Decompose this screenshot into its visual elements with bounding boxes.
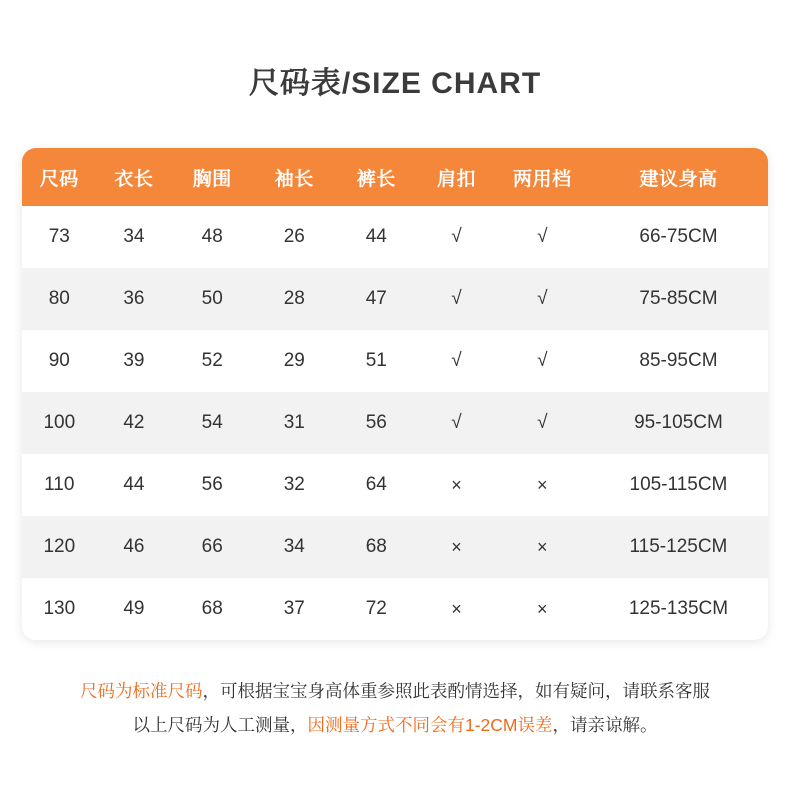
cell-clothing-length: 39 xyxy=(97,330,172,392)
cell-pants-length: 44 xyxy=(335,206,417,268)
cell-chest: 56 xyxy=(171,454,253,516)
note-line-1-rest: ，可根据宝宝身高体重参照此表酌情选择，如有疑问，请联系客服 xyxy=(202,681,710,701)
cell-size: 120 xyxy=(22,516,97,578)
col-header-dual-crotch: 两用档 xyxy=(496,148,589,206)
col-header-suggested-height: 建议身高 xyxy=(589,148,768,206)
cell-pants-length: 68 xyxy=(335,516,417,578)
cell-suggested-height: 66-75CM xyxy=(589,206,768,268)
cell-size: 80 xyxy=(22,268,97,330)
cell-shoulder-snap: × xyxy=(417,516,495,578)
cell-size: 73 xyxy=(22,206,97,268)
cell-shoulder-snap: √ xyxy=(417,392,495,454)
cell-chest: 68 xyxy=(171,578,253,640)
cell-sleeve-length: 28 xyxy=(253,268,335,330)
col-header-shoulder-snap: 肩扣 xyxy=(417,148,495,206)
note-line-2-prefix: 以上尺码为人工测量， xyxy=(132,715,308,735)
cell-clothing-length: 42 xyxy=(97,392,172,454)
cell-shoulder-snap: × xyxy=(417,454,495,516)
cell-sleeve-length: 31 xyxy=(253,392,335,454)
cell-chest: 54 xyxy=(171,392,253,454)
cell-chest: 66 xyxy=(171,516,253,578)
cell-dual-crotch: × xyxy=(496,516,589,578)
table-header xyxy=(22,148,768,206)
col-header-clothing-length: 衣长 xyxy=(97,148,172,206)
cell-suggested-height: 95-105CM xyxy=(589,392,768,454)
table-row xyxy=(22,454,768,516)
cell-chest: 52 xyxy=(171,330,253,392)
cell-size: 100 xyxy=(22,392,97,454)
note-highlight-tolerance: 因测量方式不同会有1-2CM误差 xyxy=(307,715,553,735)
table-body xyxy=(22,206,768,640)
page-title: 尺码表/SIZE CHART xyxy=(248,67,542,100)
col-header-sleeve-length: 袖长 xyxy=(253,148,335,206)
cell-dual-crotch: × xyxy=(496,578,589,640)
cell-sleeve-length: 26 xyxy=(253,206,335,268)
cell-shoulder-snap: √ xyxy=(417,330,495,392)
cell-clothing-length: 34 xyxy=(97,206,172,268)
col-header-pants-length: 裤长 xyxy=(335,148,417,206)
note-highlight-standard-size: 尺码为标准尺码 xyxy=(80,681,203,701)
cell-sleeve-length: 37 xyxy=(253,578,335,640)
cell-clothing-length: 46 xyxy=(97,516,172,578)
cell-dual-crotch: × xyxy=(496,454,589,516)
col-header-chest: 胸围 xyxy=(171,148,253,206)
cell-suggested-height: 105-115CM xyxy=(589,454,768,516)
cell-shoulder-snap: × xyxy=(417,578,495,640)
col-header-size: 尺码 xyxy=(22,148,97,206)
cell-pants-length: 64 xyxy=(335,454,417,516)
cell-sleeve-length: 29 xyxy=(253,330,335,392)
cell-suggested-height: 125-135CM xyxy=(589,578,768,640)
note-line-2-rest: ，请亲谅解。 xyxy=(552,715,658,735)
cell-dual-crotch: √ xyxy=(496,206,589,268)
table-row xyxy=(22,330,768,392)
cell-pants-length: 56 xyxy=(335,392,417,454)
table-row xyxy=(22,392,768,454)
cell-size: 110 xyxy=(22,454,97,516)
note-line-1 xyxy=(0,674,790,708)
size-table-container xyxy=(22,148,768,640)
cell-pants-length: 72 xyxy=(335,578,417,640)
cell-clothing-length: 49 xyxy=(97,578,172,640)
note-line-2 xyxy=(0,708,790,742)
cell-size: 130 xyxy=(22,578,97,640)
cell-pants-length: 51 xyxy=(335,330,417,392)
cell-sleeve-length: 34 xyxy=(253,516,335,578)
notes-section xyxy=(0,674,790,742)
cell-dual-crotch: √ xyxy=(496,268,589,330)
size-table xyxy=(22,148,768,640)
cell-suggested-height: 85-95CM xyxy=(589,330,768,392)
table-row xyxy=(22,268,768,330)
cell-pants-length: 47 xyxy=(335,268,417,330)
cell-shoulder-snap: √ xyxy=(417,268,495,330)
cell-suggested-height: 115-125CM xyxy=(589,516,768,578)
cell-chest: 48 xyxy=(171,206,253,268)
table-row xyxy=(22,578,768,640)
cell-size: 90 xyxy=(22,330,97,392)
table-row xyxy=(22,516,768,578)
cell-dual-crotch: √ xyxy=(496,392,589,454)
table-row xyxy=(22,206,768,268)
cell-sleeve-length: 32 xyxy=(253,454,335,516)
cell-chest: 50 xyxy=(171,268,253,330)
cell-clothing-length: 36 xyxy=(97,268,172,330)
cell-shoulder-snap: √ xyxy=(417,206,495,268)
cell-clothing-length: 44 xyxy=(97,454,172,516)
cell-suggested-height: 75-85CM xyxy=(589,268,768,330)
cell-dual-crotch: √ xyxy=(496,330,589,392)
table-header-row xyxy=(22,148,768,206)
